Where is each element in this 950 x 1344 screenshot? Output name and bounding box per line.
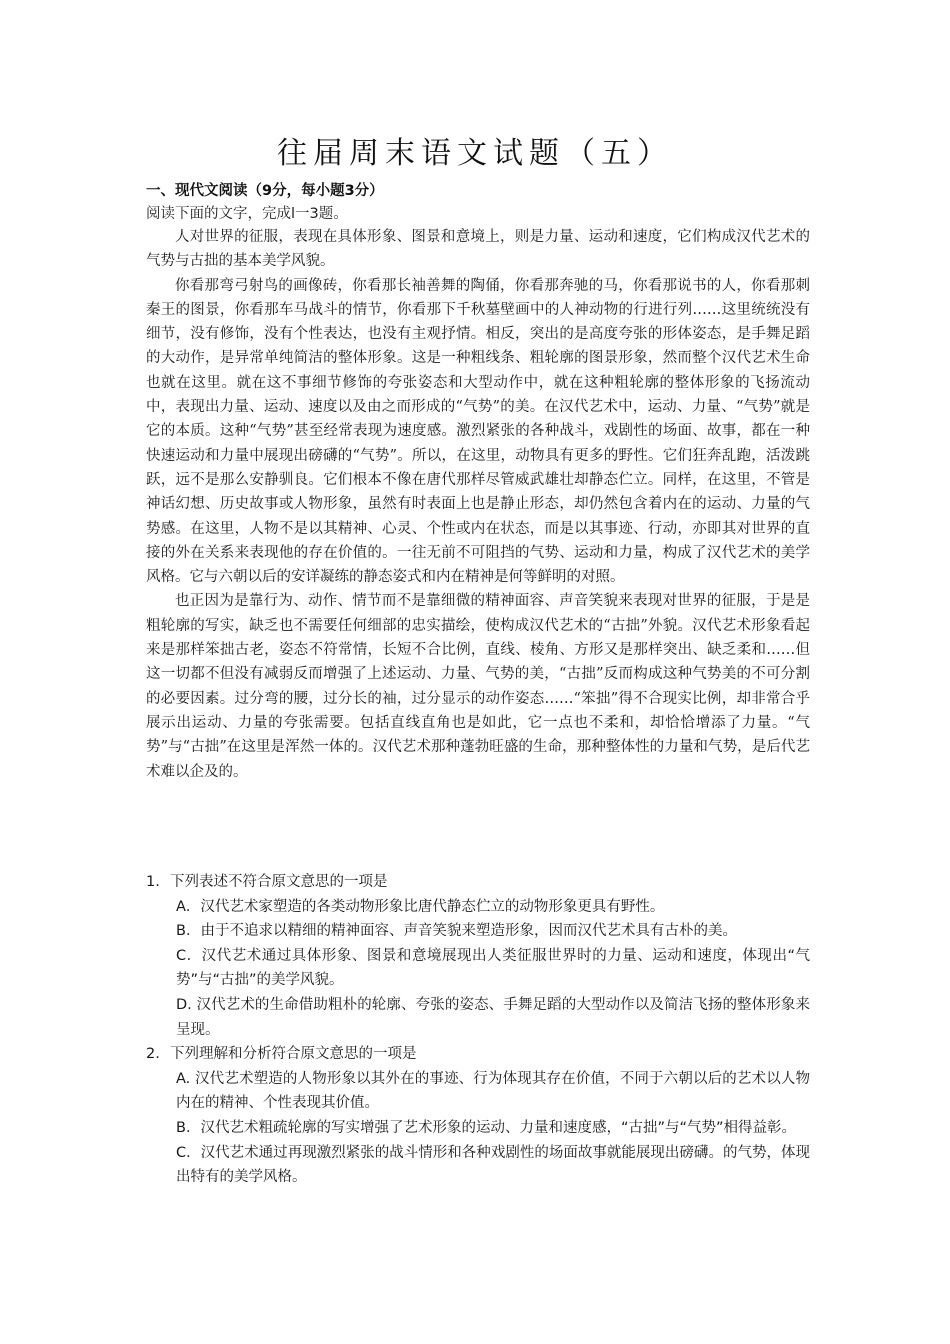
- question-list: [146, 870, 810, 1190]
- answer-option-b: B．由于不追求以精细的精神面容、声音笑貌来塑造形象，因而汉代艺术具有古朴的美。: [176, 923, 737, 940]
- answer-option-c: C．汉代艺术通过具体形象、图景和意境展现出人类征服世界时的力量、运动和速度，体现出“气势”与“古拙”的美学风貌。: [176, 947, 810, 989]
- answer-option-b: B．汉代艺术粗疏轮廓的写实增强了艺术形象的运动、力量和速度感，“古拙”与“气势”相得益彰。: [176, 1119, 796, 1136]
- reading-instruction: 阅读下面的文字，完成l一3题。: [146, 206, 348, 222]
- question-text: 下列表述不符合原文意思的一项是: [170, 874, 388, 890]
- question-1: [146, 870, 810, 1042]
- answer-option-d: D. 汉代艺术的生命借助粗朴的轮廓、夸张的姿态、手舞足蹈的大型动作以及简洁飞扬的整体形象来呈现。: [176, 996, 810, 1038]
- passage-paragraph: 人对世界的征服，表现在具体形象、图景和意境上，则是力量、运动和速度，它们构成汉代艺术的气势与古拙的基本美学风貌。: [146, 229, 810, 270]
- passage-paragraph: 你看那弯弓射鸟的画像砖，你看那长袖善舞的陶俑，你看那奔驰的马，你看那说书的人，你看那刺秦王的图景，你看那车马战斗的情节，你看那下千秋墓壁画中的人神动物的行进行列……这里统统没有细节，没有修饰，没有个性表达，也没有主观抒情。相反，突出的是高度夸张的形体姿态，是手舞足蹈的大动作，是异常单纯简洁的整体形象。这是一种粗线条、粗轮廓的图景形象，然而整个汉代艺术生命也就在这里。就在这不事细节修饰的夸张姿态和大型动作中，就在这种粗轮廓的整体形象的飞扬流动中，表现出力量、运动、速度以及由之而形成的“气势”的美。在汉代艺术中，运动、力量、“气势”就是它的本质。这种“气势”甚至经常表现为速度感。激烈紧张的各种战斗，戏剧性的场面、故事，都在一种快速运动和力量中展现出磅礴的“气势”。所以，在这里，动物具有更多的野性。它们狂奔乱跑，活泼跳跃，远不是那么安静驯良。它们根本不像在唐代那样尽管威武雄壮却静态伫立。同样，在这里，不管是神话幻想、历史故事或人物形象，虽然有时表面上也是静止形态，却仍然包含着内在的运动、力量的气势感。在这里，人物不是以其精神、心灵、个性或内在状态，而是以其事迹、行动，亦即其对世界的直接的外在关系来表现他的存在价值的。一往无前不可阻挡的气势、运动和力量，构成了汉代艺术的美学风格。它与六朝以后的安详凝练的静态姿式和内在精神是何等鲜明的对照。: [146, 277, 810, 586]
- answer-option-a: A．汉代艺术家塑造的各类动物形象比唐代静态伫立的动物形象更具有野性。: [176, 898, 665, 915]
- passage-paragraph: 也正因为是靠行为、动作、情节而不是靠细微的精神面容、声音笑貌来表现对世界的征服，于是是粗轮廓的写实，缺乏也不需要任何细部的忠实描绘，使构成汉代艺术的“古拙”外貌。汉代艺术形象看起来是那样笨拙古老，姿态不符常情，长短不合比例，直线、棱角、方形又是那样突出、缺乏柔和……但这一切都不但没有减弱反而增强了上述运动、力量、气势的美，“古拙”反而构成这种气势美的不可分割的必要因素。过分弯的腰，过分长的袖，过分显示的动作姿态……“笨拙”得不合现实比例，却非常合乎展示出运动、力量的夸张需要。包括直线直角也是如此，它一点也不柔和，却恰恰增添了力量。“气势”与“古拙”在这里是浑然一体的。汉代艺术那种蓬勃旺盛的生命，那种整体性的力量和气势，是后代艺术难以企及的。: [146, 593, 810, 780]
- question-number: 1.: [146, 874, 160, 890]
- question-2: [146, 1042, 810, 1190]
- section-heading: 一、现代文阅读（9分，每小题3分）: [146, 183, 384, 199]
- page-title: 往届周末语文试题（五）: [277, 136, 673, 171]
- question-number: 2.: [146, 1046, 160, 1063]
- question-text: 下列理解和分析符合原文意思的一项是: [170, 1046, 417, 1063]
- answer-option-a: A. 汉代艺术塑造的人物形象以其外在的事迹、行为体现其存在价值，不同于六朝以后的艺术以人物内在的精神、个性表现其价值。: [176, 1070, 810, 1112]
- question-stem: [146, 870, 810, 895]
- question-stem: [146, 1042, 810, 1067]
- reading-passage: [146, 225, 810, 784]
- answer-option-c: C．汉代艺术通过再现激烈紧张的战斗情形和各种戏剧性的场面故事就能展现出磅礴。的气势，体现出特有的美学风格。: [176, 1144, 810, 1186]
